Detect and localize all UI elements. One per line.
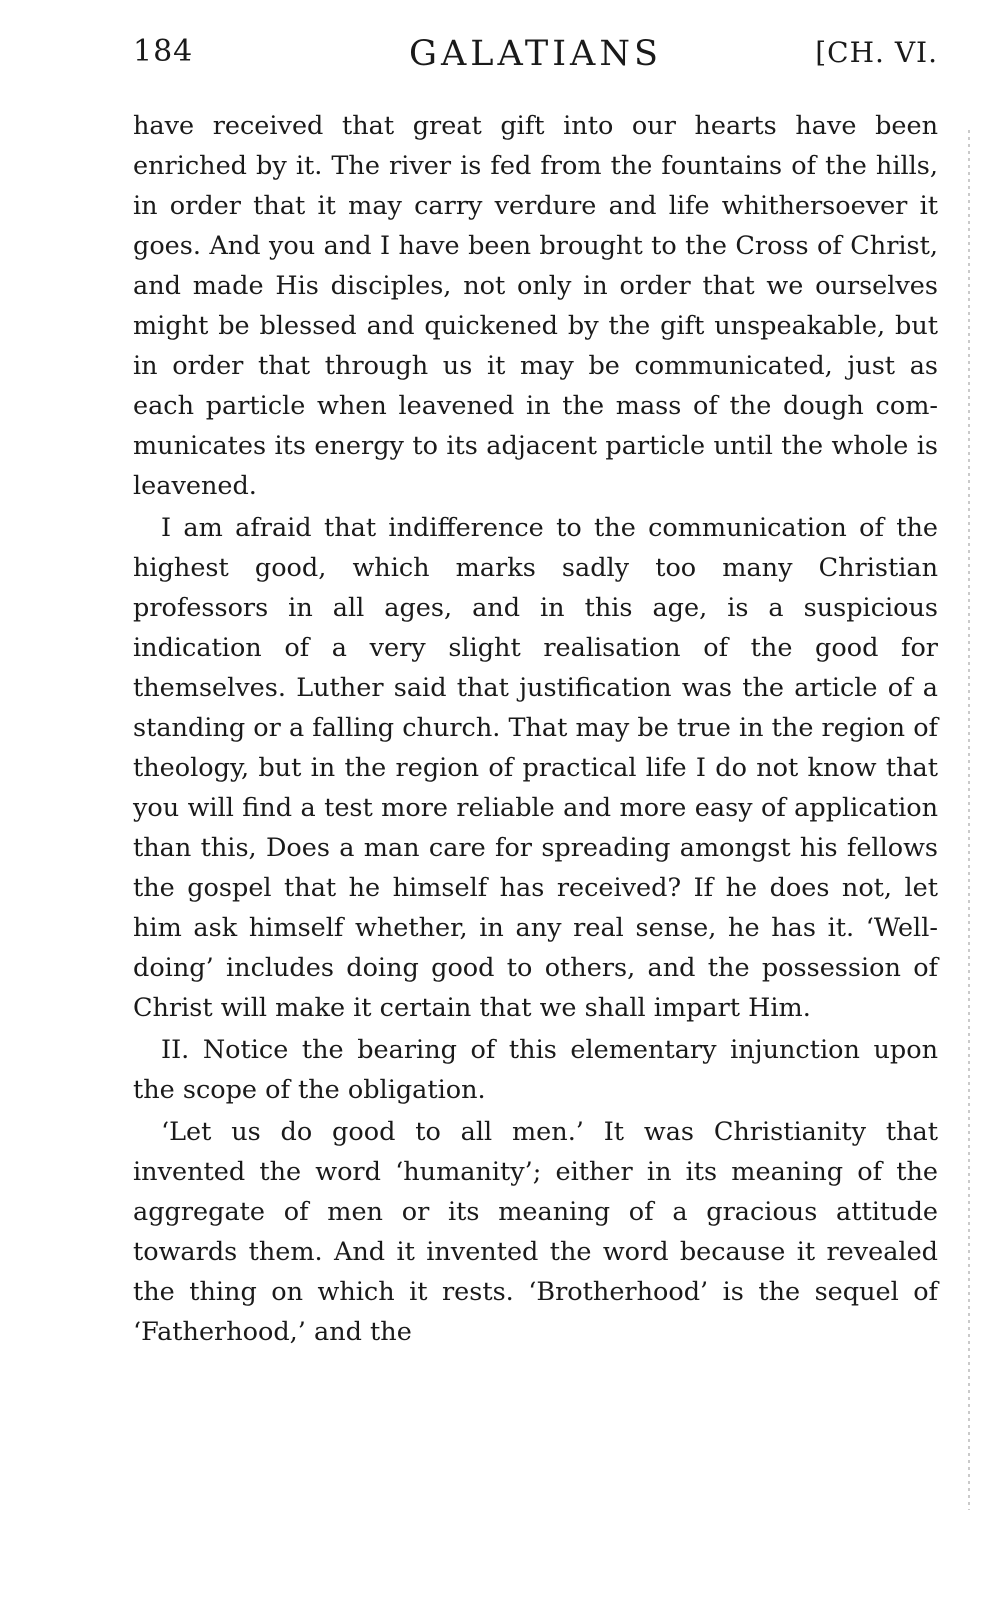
paragraph: ‘Let us do good to all men.’ It was Christianity that invented the word ‘humanity’; either in its meaning of the aggregate of men or its meaning of a gracious attitude towards them. And it invented the word because it revealed the thing on which it rests. ‘Brotherhood’ is the sequel of ‘Fatherhood,’ and the — [133, 1117, 938, 1347]
book-title: GALATIANS — [409, 34, 662, 74]
page-edge-divider — [968, 130, 970, 1510]
page-number: 184 — [133, 34, 194, 69]
chapter-reference: [CH. VI. — [815, 36, 938, 69]
running-head — [133, 34, 938, 78]
body-text — [133, 106, 938, 1354]
paragraph-section-heading: II. Notice the bearing of this elementary injunction upon the scope of the obligation. — [133, 1035, 938, 1105]
paragraph: I am afraid that indifference to the communication of the highest good, which marks sadly too many Christian professors in all ages, and in this age, is a suspicious indication of a very slight realisation of the good for themselves. Luther said that justification was the article of a standing or a falling church. That may be true in the region of theology, but in the region of practical life I do not know that you will find a test more reliable and more easy of application than this, Does a man care for spreading amongst his fellows the gospel that he himself has received? If he does not, let him ask himself whether, in any real sense, he has it. ‘Well-doing’ includes doing good to others, and the possession of Christ will make it certain that we shall impart Him. — [133, 513, 938, 1023]
paragraph-continued: have received that great gift into our hearts have been enriched by it. The river is fed from the fountains of the hills, in order that it may carry verdure and life whithersoever it goes. And you and I have been brought to the Cross of Christ, and made His disciples, not only in order that we ourselves might be blessed and quickened by the gift unspeakable, but in order that through us it may be communicated, just as each particle when leavened in the mass of the dough communicates its energy to its adjacent particle until the whole is leavened. — [133, 111, 938, 501]
